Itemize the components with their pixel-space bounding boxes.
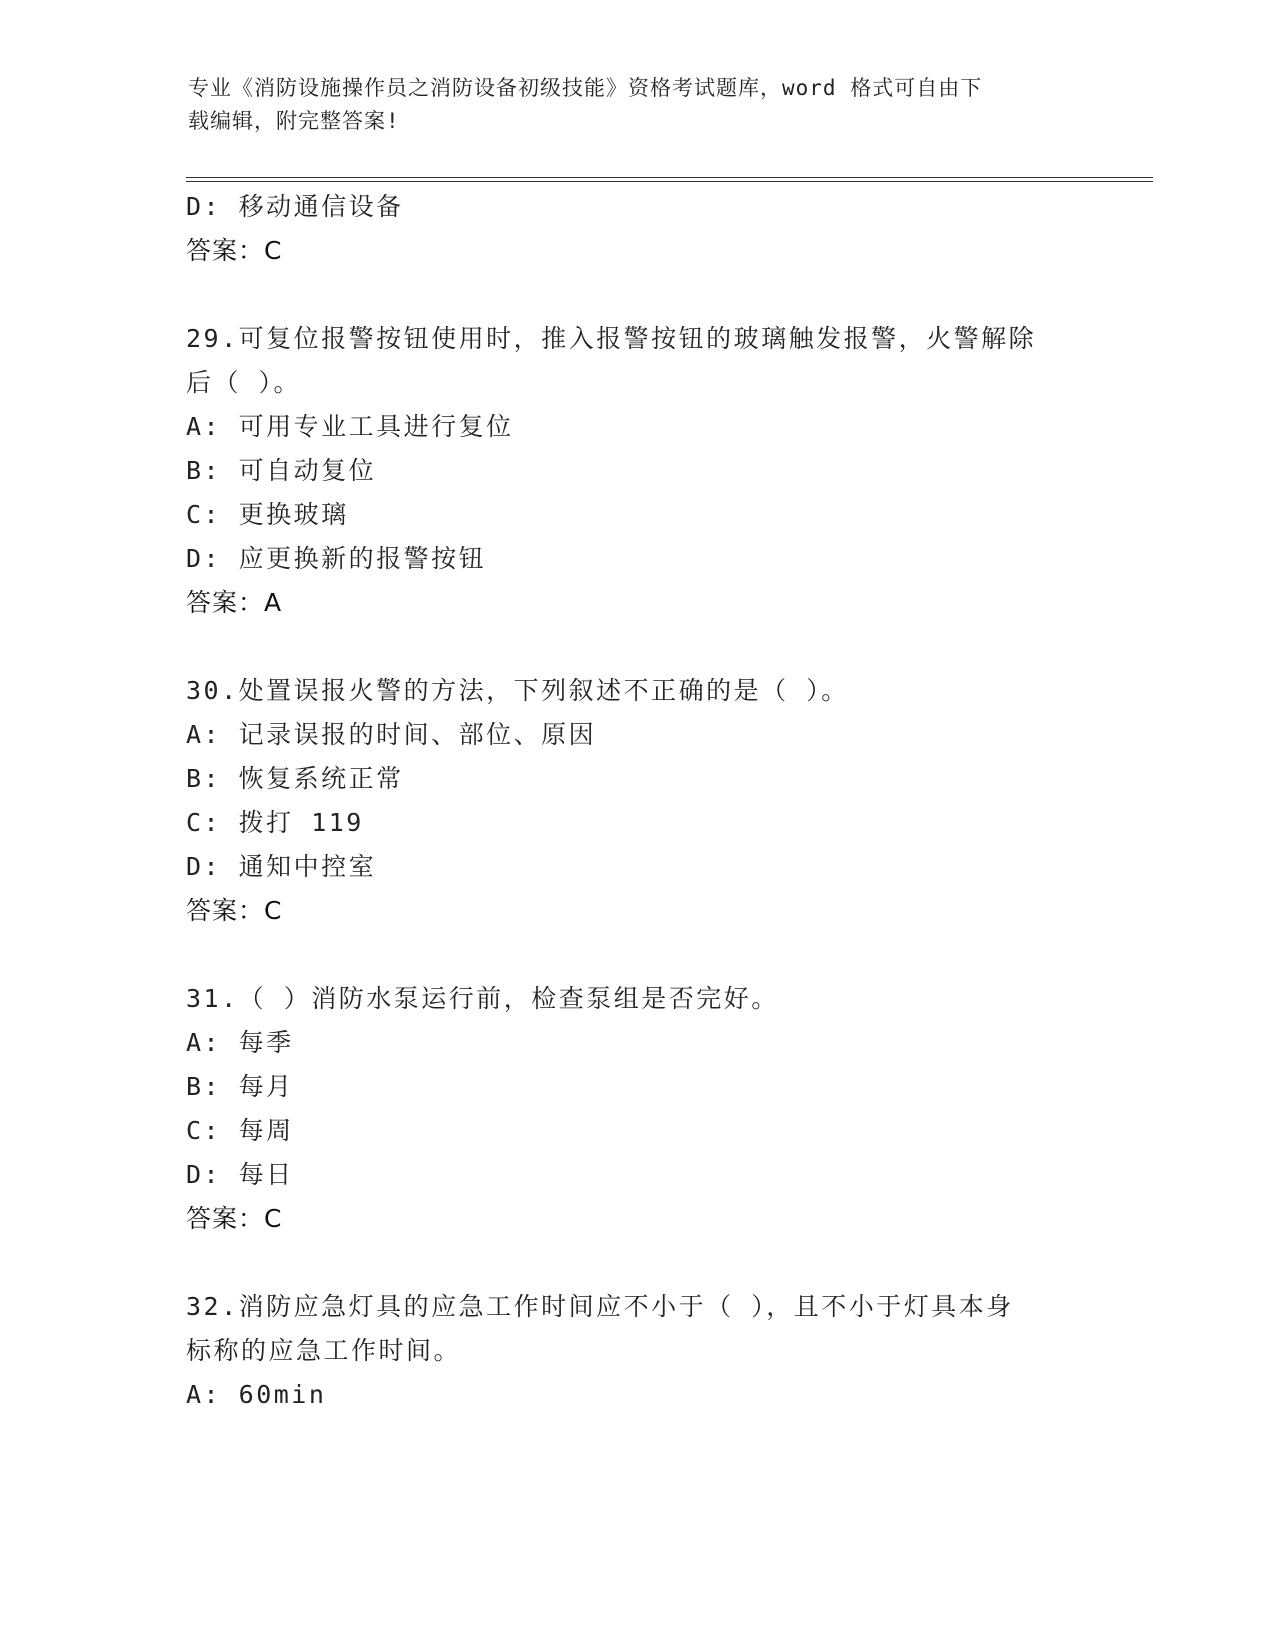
question-29-line-1: 29.可复位报警按钮使用时，推入报警按钮的玻璃触发报警，火警解除 (186, 324, 1037, 353)
option-c-q31: C: 每周 (186, 1116, 294, 1145)
option-d-q30: D: 通知中控室 (186, 852, 377, 881)
answer-q31: 答案：C (186, 1204, 283, 1233)
option-a-q29: A: 可用专业工具进行复位 (186, 412, 514, 441)
answer-q30: 答案：C (186, 896, 283, 925)
question-30: 30.处置误报火警的方法，下列叙述不正确的是（ ）。 (186, 676, 849, 705)
option-b-q30: B: 恢复系统正常 (186, 764, 404, 793)
document-header (188, 72, 1068, 138)
option-a-q31: A: 每季 (186, 1028, 294, 1057)
option-b-q31: B: 每月 (186, 1072, 294, 1101)
answer-q28: 答案：C (186, 236, 283, 265)
option-d-q31: D: 每日 (186, 1160, 294, 1189)
option-c-q29: C: 更换玻璃 (186, 500, 349, 529)
question-32-line-1: 32.消防应急灯具的应急工作时间应不小于（ ），且不小于灯具本身 (186, 1292, 1014, 1321)
option-c-q30: C: 拨打 119 (186, 808, 364, 837)
option-d-q28: D: 移动通信设备 (186, 192, 404, 221)
question-29-line-2: 后（ ）。 (186, 368, 302, 397)
option-a-q32: A: 60min (186, 1380, 327, 1409)
question-31: 31.（ ）消防水泵运行前，检查泵组是否完好。 (186, 984, 779, 1013)
option-d-q29: D: 应更换新的报警按钮 (186, 544, 487, 573)
question-32-line-2: 标称的应急工作时间。 (186, 1336, 462, 1365)
header-divider (186, 177, 1153, 182)
answer-q29: 答案：A (186, 588, 283, 617)
header-line-2: 载编辑，附完整答案! (188, 109, 400, 133)
header-line-1: 专业《消防设施操作员之消防设备初级技能》资格考试题库，word 格式可自由下 (188, 76, 983, 100)
option-a-q30: A: 记录误报的时间、部位、原因 (186, 720, 597, 749)
option-b-q29: B: 可自动复位 (186, 456, 377, 485)
